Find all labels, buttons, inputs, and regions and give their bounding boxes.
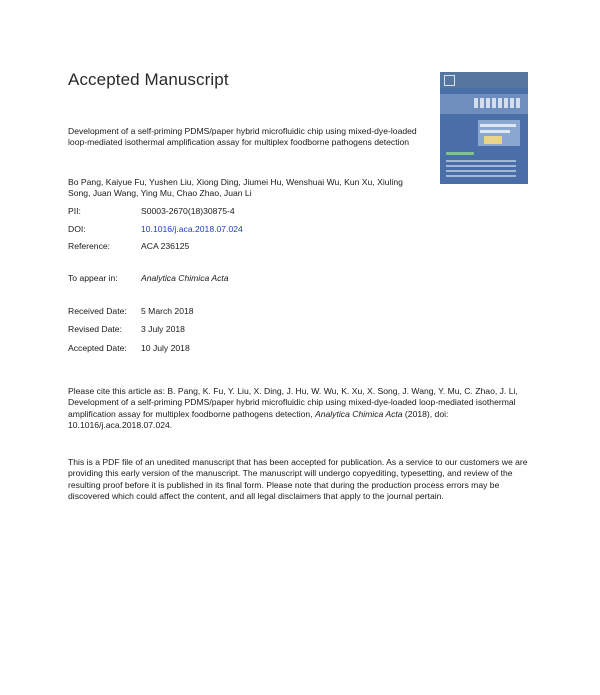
article-title: Development of a self-priming PDMS/paper hybrid microfluidic chip using mixed-dye-loaded loop-mediated isothermal amplification assay for multiplex foodborne pathogens detection [68,126,417,147]
reference-label: Reference: [68,241,111,251]
accepted-value: 10 July 2018 [141,343,190,353]
appear-label: To appear in: [68,273,118,283]
cover-panel-line [480,130,510,133]
journal-cover-image [440,72,528,184]
cover-accent-bar [446,152,474,155]
page-heading: Accepted Manuscript [68,70,229,89]
citation-paragraph [68,386,528,432]
doi-link[interactable]: 10.1016/j.aca.2018.07.024 [141,224,243,234]
cover-text-lines [446,160,516,178]
journal-name: Analytica Chimica Acta [141,273,229,283]
pii-label: PII: [68,206,81,216]
received-value: 5 March 2018 [141,306,194,316]
cover-title-graphic [474,98,520,108]
cover-panel-line [480,124,516,127]
revised-label: Revised Date: [68,324,122,334]
doi-label: DOI: [68,224,86,234]
publisher-logo-icon [444,75,455,86]
reference-value: ACA 236125 [141,241,190,251]
pii-value: S0003-2670(18)30875-4 [141,206,235,216]
citation-prefix: Please cite this article as: B. Pang, K. Fu, Y. Liu, X. Ding, J. Hu, W. Wu, K. Xu, X. Song, J. Wang, Y. Mu, C. Zhao, J. Li, Development of a self-priming PDMS/paper hybrid microfluidic chip using mixed-dye-loaded loop-mediated isothermal amplification assay for multiplex foodborne pathogens detection, [68,386,518,419]
accepted-label: Accepted Date: [68,343,127,353]
citation-suffix: (2018), doi: 10.1016/j.aca.2018.07.024. [68,408,449,431]
author-list: Bo Pang, Kaiyue Fu, Yushen Liu, Xiong Ding, Jiumei Hu, Wenshuai Wu, Kun Xu, Xiuling Song, Juan Wang, Ying Mu, Chao Zhao, Juan Li [68,177,403,198]
disclaimer-paragraph: This is a PDF file of an unedited manuscript that has been accepted for publication. As a service to our customers we are providing this early version of the manuscript. The manuscript will undergo copyediting, typesetting, and review of the resulting proof before it is published in its final form. Please note that during the production process errors may be discovered which could affect the content, and all legal disclaimers that apply to the journal pertain. [68,457,528,502]
revised-value: 3 July 2018 [141,324,185,334]
cover-figure [484,136,502,144]
received-label: Received Date: [68,306,127,316]
citation-journal: Analytica Chimica Acta [314,408,403,419]
